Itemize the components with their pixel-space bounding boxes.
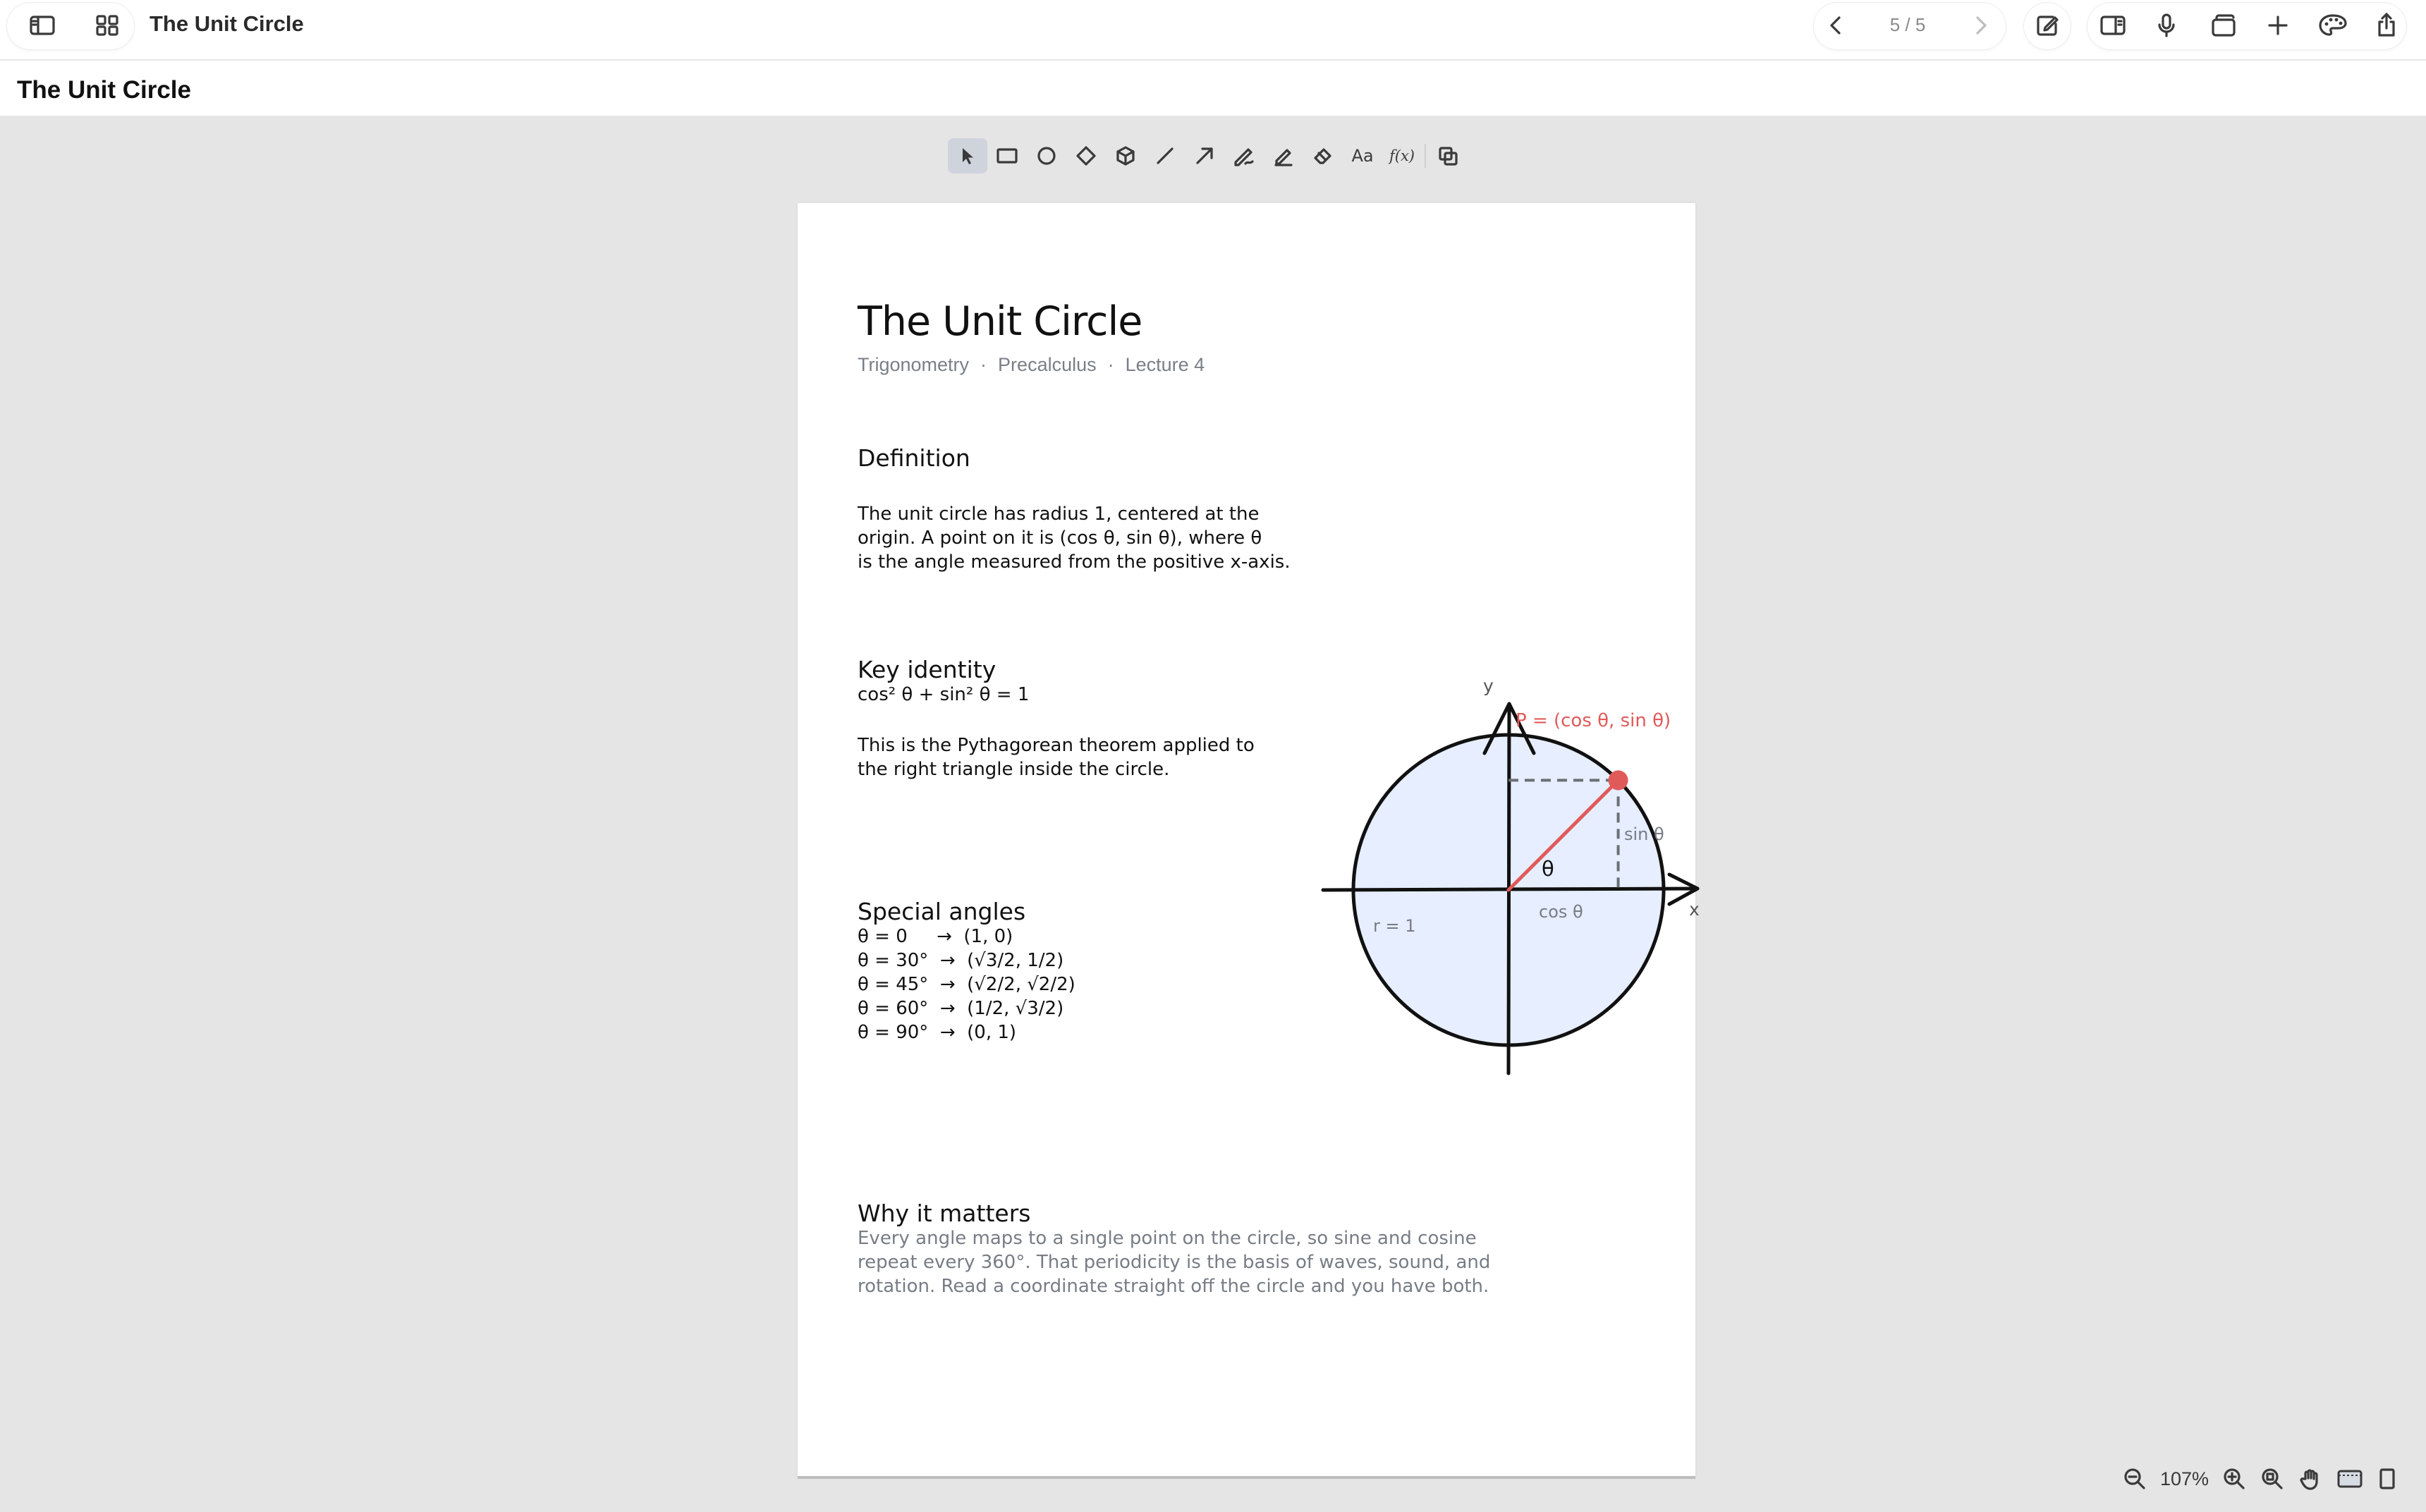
top-bar	[0, 0, 2426, 61]
freehand-icon	[1233, 145, 1255, 166]
pencil-icon	[1273, 145, 1294, 166]
angle-row: θ = 90° → (0, 1)	[858, 1022, 1017, 1043]
angle-row: θ = 30° → (√3/2, 1/2)	[858, 950, 1064, 971]
hand-tool-icon[interactable]	[2298, 1466, 2323, 1492]
page-heading: The Unit Circle	[17, 76, 191, 104]
page-canvas[interactable]	[798, 203, 1700, 1476]
shapes-library-icon	[1437, 145, 1460, 166]
grid-view-button[interactable]	[85, 3, 130, 48]
rectangle-tool[interactable]	[987, 138, 1027, 173]
text-line: the right triangle inside the circle.	[858, 759, 1170, 780]
eraser-icon	[1312, 145, 1334, 166]
text-line: Every angle maps to a single point on the circle, so sine and cosine	[858, 1228, 1477, 1249]
share-icon	[2372, 11, 2401, 39]
cube-tool[interactable]	[1106, 138, 1145, 173]
special-angles-list	[858, 925, 1075, 1044]
text-line: rotation. Read a coordinate straight off the circle and you have both.	[858, 1276, 1489, 1297]
why-heading: Why it matters	[858, 1200, 1031, 1227]
key-identity-formula: cos² θ + sin² θ = 1	[858, 684, 1030, 705]
text-line: This is the Pythagorean theorem applied to	[858, 735, 1255, 756]
diamond-tool[interactable]	[1066, 138, 1106, 173]
meta-separator: ·	[980, 354, 987, 375]
plus-icon	[2264, 11, 2292, 39]
arrow-tool[interactable]	[1185, 138, 1224, 173]
previous-page-button[interactable]	[1814, 3, 1859, 48]
key-identity-heading: Key identity	[858, 656, 996, 683]
key-identity-text	[858, 733, 1255, 781]
add-button[interactable]	[2255, 3, 2300, 48]
line-tool[interactable]	[1145, 138, 1185, 173]
sidebar-icon	[28, 11, 56, 39]
split-view-button[interactable]	[2090, 3, 2135, 48]
definition-heading: Definition	[858, 444, 970, 472]
circle-icon	[1036, 145, 1057, 166]
angle-row: θ = 45° → (√2/2, √2/2)	[858, 974, 1075, 995]
page-title: The Unit Circle	[858, 298, 1142, 345]
arrow-icon	[1194, 145, 1215, 166]
zoom-out-icon[interactable]	[2122, 1466, 2147, 1492]
grid-icon	[93, 11, 121, 39]
zoom-fit-icon[interactable]	[2260, 1466, 2285, 1492]
toolbar-divider	[1425, 144, 1426, 168]
next-page-button[interactable]	[1958, 3, 2003, 48]
point-label: P = (cos θ, sin θ)	[1516, 710, 1671, 731]
text-line: repeat every 360°. That periodicity is the basis of waves, sound, and	[858, 1252, 1491, 1273]
eraser-tool[interactable]	[1303, 138, 1343, 173]
theme-button[interactable]	[2310, 3, 2355, 48]
microphone-icon	[2152, 11, 2181, 39]
present-button[interactable]	[2200, 3, 2245, 48]
zoom-level[interactable]: 107%	[2159, 1468, 2209, 1489]
page-counter: 5 / 5	[1889, 14, 1926, 35]
zoom-in-icon[interactable]	[2221, 1466, 2247, 1492]
slides-icon	[2207, 11, 2238, 39]
bottom-bar	[2122, 1461, 2398, 1496]
text-line: origin. A point on it is (cos θ, sin θ), where θ	[858, 528, 1262, 549]
formula-tool[interactable]	[1382, 138, 1422, 173]
drawing-toolbar	[948, 138, 1468, 173]
radius-label: r = 1	[1373, 916, 1416, 936]
chevron-left-icon	[1822, 11, 1851, 39]
y-axis-label: y	[1483, 676, 1494, 696]
split-view-icon	[2099, 11, 2127, 39]
meta-separator: ·	[1107, 354, 1114, 375]
text-tool-label: Aa	[1351, 146, 1374, 166]
angle-row: θ = 60° → (1/2, √3/2)	[858, 998, 1064, 1019]
cursor-icon	[957, 145, 978, 166]
unit-circle-diagram[interactable]	[1221, 464, 1714, 1085]
text-tool[interactable]	[1343, 138, 1382, 173]
cube-icon	[1115, 145, 1136, 166]
header-bar	[0, 61, 2426, 116]
compose-button[interactable]	[2025, 3, 2070, 48]
theta-label: θ	[1542, 857, 1554, 881]
special-angles-heading: Special angles	[858, 898, 1026, 925]
meta-subject: Trigonometry	[858, 354, 970, 375]
freehand-tool[interactable]	[1224, 138, 1264, 173]
palette-icon	[2317, 11, 2348, 39]
meta-lecture: Lecture 4	[1125, 354, 1205, 375]
angle-row: θ = 0 → (1, 0)	[858, 926, 1013, 947]
single-page-icon[interactable]	[2377, 1466, 2398, 1492]
microphone-button[interactable]	[2144, 3, 2189, 48]
shapes-library-tool[interactable]	[1429, 138, 1468, 173]
text-line: The unit circle has radius 1, centered at the	[858, 504, 1260, 525]
share-button[interactable]	[2364, 3, 2409, 48]
line-icon	[1154, 145, 1176, 166]
formula-tool-label: f(x)	[1389, 147, 1415, 164]
pencil-tool[interactable]	[1264, 138, 1303, 173]
sidebar-toggle-button[interactable]	[20, 3, 65, 48]
x-axis-label: x	[1689, 899, 1700, 920]
chevron-right-icon	[1966, 11, 1994, 39]
diamond-icon	[1075, 145, 1097, 166]
document-title: The Unit Circle	[150, 11, 304, 36]
compose-icon	[2033, 11, 2061, 39]
rectangle-icon	[996, 145, 1018, 166]
ellipse-tool[interactable]	[1027, 138, 1066, 173]
select-tool[interactable]	[948, 138, 987, 173]
sin-label: sin θ	[1624, 824, 1664, 844]
page-meta	[858, 354, 1205, 376]
page-view-icon[interactable]	[2336, 1466, 2364, 1492]
point-p	[1609, 770, 1628, 790]
text-line: is the angle measured from the positive x-axis.	[858, 551, 1291, 573]
why-text	[858, 1226, 1490, 1298]
meta-course: Precalculus	[998, 354, 1097, 375]
cos-label: cos θ	[1539, 902, 1583, 922]
